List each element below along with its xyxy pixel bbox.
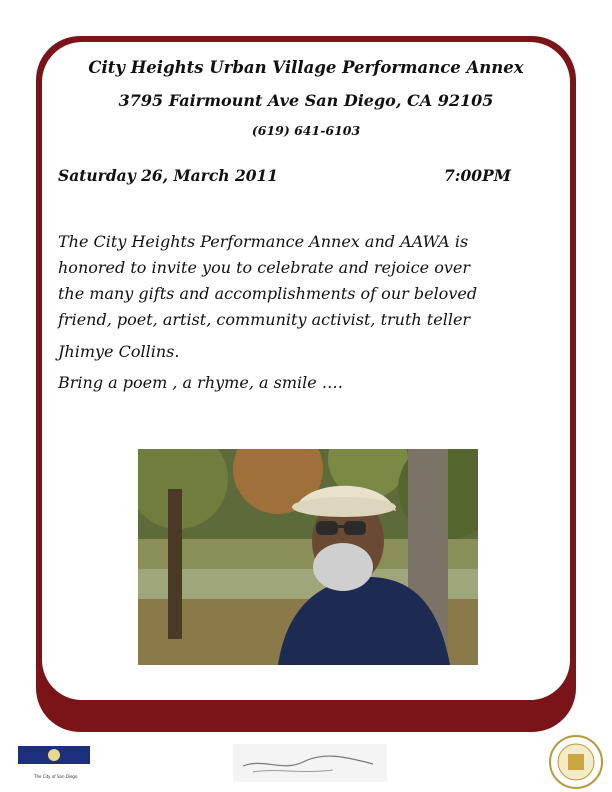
venue-address: 3795 Fairmount Ave San Diego, CA 92105 xyxy=(118,91,494,110)
invitation-line: The City Heights Performance Annex and AAWA is xyxy=(58,232,469,251)
honoree-photo xyxy=(138,449,478,665)
invitation-line: friend, poet, artist, community activist, truth teller xyxy=(58,310,471,329)
closing-line: Bring a poem , a rhyme, a smile …. xyxy=(58,373,343,392)
invitation-line: honored to invite you to celebrate and rejoice over xyxy=(58,258,470,277)
signature-logo xyxy=(233,744,387,782)
honoree-name: Jhimye Collins. xyxy=(58,342,180,361)
venue-phone: (619) 641-6103 xyxy=(251,123,361,138)
event-time: 7:00PM xyxy=(444,166,511,185)
invitation-line: the many gifts and accomplishments of our beloved xyxy=(58,284,478,303)
event-date: Saturday 26, March 2011 xyxy=(58,166,279,185)
round-seal-logo xyxy=(548,734,604,790)
venue-name: City Heights Urban Village Performance Annex xyxy=(88,58,524,77)
seal-caption: The City of San Diego xyxy=(34,774,78,779)
portrait-illustration xyxy=(138,449,478,665)
